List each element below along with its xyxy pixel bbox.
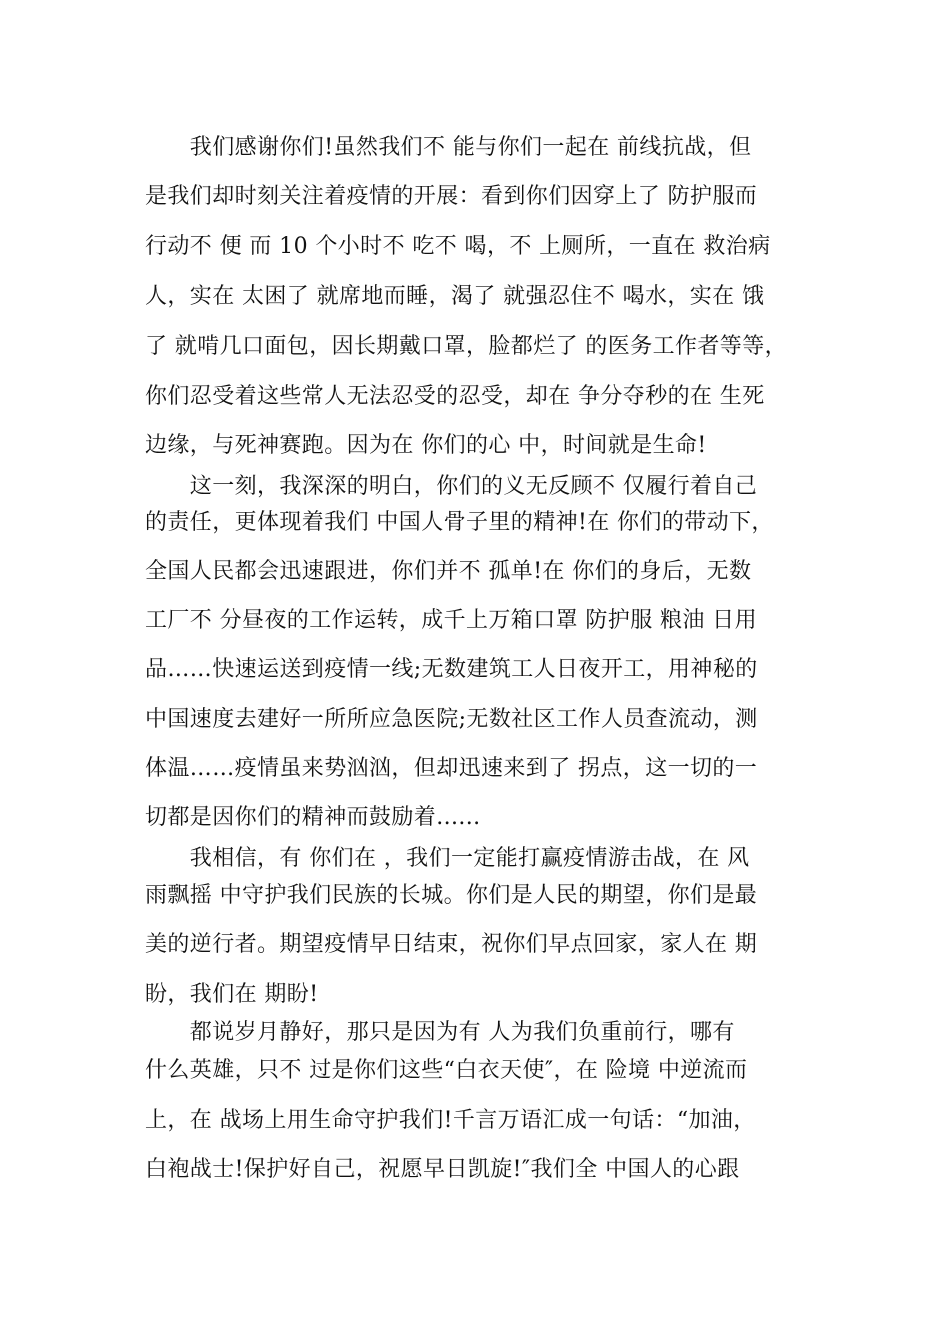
text-line: 工厂不 分昼夜的工作运转，成千上万箱口罩 防护服 粮油 日用	[145, 608, 757, 633]
text-line: 你们忍受着这些常人无法忍受的忍受，却在 争分夺秒的在 生死	[145, 384, 765, 409]
text-line: 中国速度去建好一所所应急医院;无数社区工作人员查流动，测	[145, 707, 758, 732]
text-line: 是我们却时刻关注着疫情的开展：看到你们因穿上了 防护服而	[145, 184, 758, 209]
text-line: 我们感谢你们!虽然我们不 能与你们一起在 前线抗战，但	[145, 135, 752, 160]
text-line: 美的逆行者。期望疫情早日结束，祝你们早点回家，家人在 期	[145, 932, 758, 957]
text-line: 什么英雄，只不 过是你们这些“白衣天使″，在 险境 中逆流而	[145, 1058, 748, 1083]
text-line: 边缘，与死神赛跑。因为在 你们的心 中，时间就是生命!	[145, 433, 707, 458]
text-line: 行动不 便 而 10 个小时不 吃不 喝，不 上厕所，一直在 救治病	[145, 234, 771, 259]
text-line: 我相信，有 你们在 ，我们一定能打赢疫情游击战，在 风	[145, 846, 750, 871]
text-line: 白袍战士!保护好自己，祝愿早日凯旋!″我们全 中国人的心跟	[145, 1157, 740, 1182]
text-line: 这一刻，我深深的明白，你们的义无反顾不 仅履行着自己	[145, 474, 758, 499]
text-line: 了 就啃几口面包，因长期戴口罩，脸都烂了 的医务工作者等等，	[145, 334, 787, 359]
text-line: 盼，我们在 期盼!	[145, 982, 319, 1007]
text-line: 人，实在 太困了 就席地而睡，渴了 就强忍住不 喝水，实在 饿	[145, 284, 765, 309]
text-line: 都说岁月静好，那只是因为有 人为我们负重前行，哪有	[145, 1020, 735, 1045]
text-line: 全国人民都会迅速跟进，你们并不 孤单!在 你们的身后，无数	[145, 559, 752, 584]
text-line: 雨飘摇 中守护我们民族的长城。你们是人民的期望，你们是最	[145, 883, 758, 908]
text-line: 体温……疫情虽来势汹汹，但却迅速来到了 拐点，这一切的一	[145, 756, 758, 781]
text-line: 切都是因你们的精神而鼓励着......	[145, 805, 481, 830]
text-line: 的责任，更体现着我们 中国人骨子里的精神!在 你们的带动下，	[145, 510, 774, 535]
text-line: 上，在 战场上用生命守护我们!千言万语汇成一句话：“加油，	[145, 1108, 756, 1133]
text-line: 品……快速运送到疫情一线;无数建筑工人日夜开工，用神秘的	[145, 657, 758, 682]
